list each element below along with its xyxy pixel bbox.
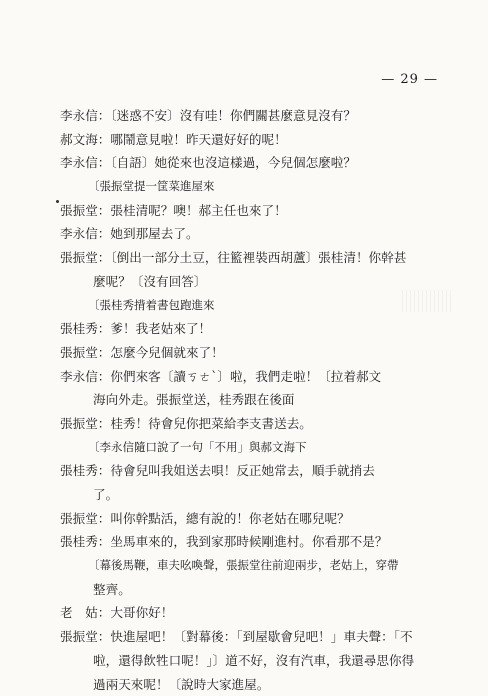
dialogue-line: 張桂秀：坐馬車來的，我到家那時候剛進村。你看那不是？	[60, 530, 460, 554]
dialogue-line: 李永信：你們來客〔讀ㄎㄜˋ〕啦，我們走啦！〔拉着郝文	[60, 365, 460, 389]
dialogue-line: 張桂秀：待會兒叫我姐送去唄！反正她常去，順手就捎去	[60, 459, 460, 483]
dialogue-continuation: 整齊。	[60, 578, 460, 602]
dialogue-line: 張振堂：叫你幹點活，總有說的！你老姑在哪兒呢？	[60, 507, 460, 531]
stage-direction: 〔幕後馬鞭，車夫吆喚聲，張振堂往前迎兩步，老姑上，穿帶	[60, 554, 460, 578]
stage-direction: 〔張桂秀揹着書包跑進來	[60, 294, 460, 318]
dialogue-continuation: 啦，還得飲牲口呢！」〕道不好，沒有汽車，我還尋思你得	[60, 649, 460, 673]
margin-dot	[56, 200, 59, 203]
dialogue-line: 張振堂：快進屋吧！〔對幕後：「到屋歇會兒吧！」車夫聲：「不	[60, 625, 460, 649]
dialogue-continuation: 過兩天來呢！〔說時大家進屋。	[60, 673, 460, 696]
dialogue-continuation: 麼呢？〔沒有回答〕	[60, 270, 460, 294]
dialogue-line: 郝文海：哪鬧意見啦！昨天還好好的呢！	[60, 128, 460, 152]
dialogue-line: 李永信：〔自語〕她從來也沒這樣過，今兒個怎麼啦？	[60, 151, 460, 175]
dialogue-continuation: 了。	[60, 483, 460, 507]
stage-direction: 〔李永信隨口說了一句「不用」與郝文海下	[60, 436, 460, 460]
dialogue-line: 張振堂：〔倒出一部分土豆，往籃裡裝西胡蘆〕張桂清！你幹甚	[60, 246, 460, 270]
stage-direction: 〔張振堂提一筐菜進屋來	[60, 175, 460, 199]
dialogue-line: 張桂秀：爹！我老姑來了！	[60, 317, 460, 341]
dialogue-line: 李永信：〔迷惑不安〕沒有哇！你們關甚麼意見沒有？	[60, 104, 460, 128]
dialogue-line: 李永信：她到那屋去了。	[60, 222, 460, 246]
dialogue-line: 張振堂：張桂清呢？噢！郝主任也來了！	[60, 199, 460, 223]
script-body	[60, 104, 460, 696]
page-number: — 29 —	[381, 72, 438, 87]
dialogue-line: 張振堂：桂秀！待會兒你把菜給李支書送去。	[60, 412, 460, 436]
dialogue-line: 張振堂：怎麼今兒個就來了！	[60, 341, 460, 365]
dialogue-line: 老 姑：大哥你好！	[60, 601, 460, 625]
dialogue-continuation: 海向外走。張振堂送，桂秀跟在後面	[60, 388, 460, 412]
